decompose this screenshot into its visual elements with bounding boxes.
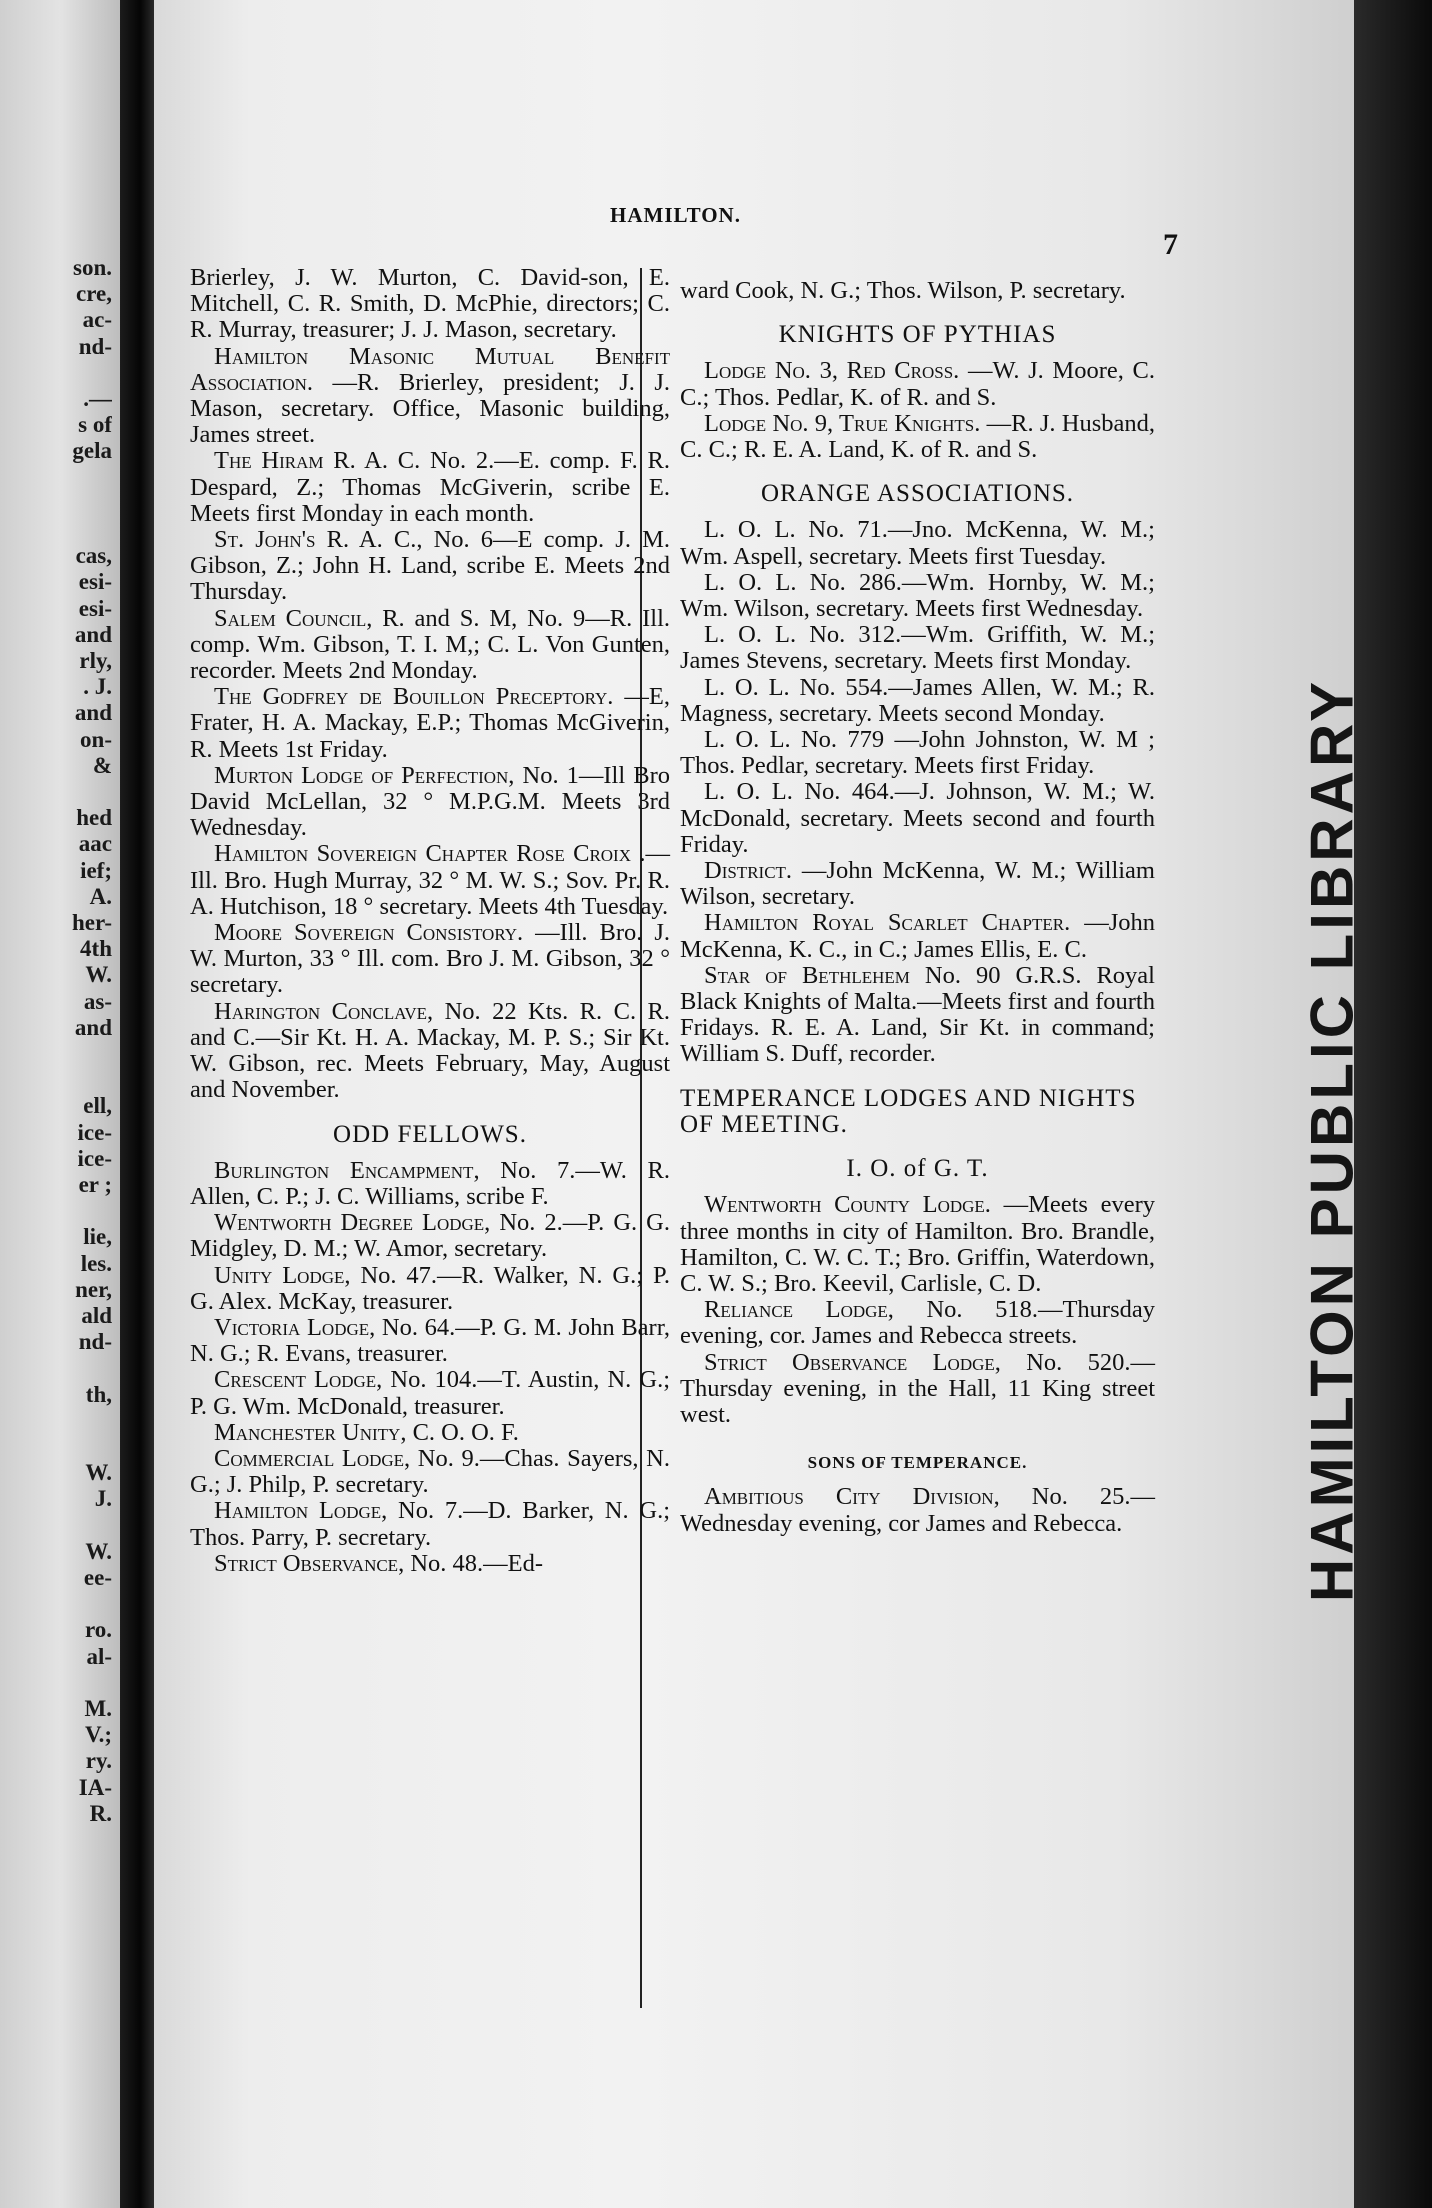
- adjacent-page-fragment: lie,: [83, 1224, 112, 1250]
- adjacent-page-fragment: ry.: [85, 1748, 112, 1774]
- entry-text: —John McKenna, W. M.; William Wilson, secretary.: [680, 857, 1155, 911]
- directory-entry: [680, 779, 1155, 858]
- sons-heading: SONS OF TEMPERANCE.: [807, 1453, 1028, 1473]
- entry-text: No. 22 Kts. R. C. R. and C.—Sir Kt. H. A. Mackay, M. P. S.; Sir Kt. W. Gibson, rec. Meets February, May, August and November.: [190, 997, 670, 1104]
- odd-fellows-entries: [190, 1158, 670, 1577]
- directory-entry: [680, 858, 1155, 910]
- directory-entry: [680, 1297, 1155, 1349]
- pythias-heading: KNIGHTS OF PYTHIAS: [778, 321, 1057, 349]
- temperance-heading: TEMPERANCE LODGES AND NIGHTS OF MEETING.: [680, 1084, 1137, 1138]
- entry-text: No. 7.—D. Barker, N. G.; Thos. Parry, P. secretary.: [190, 1497, 671, 1551]
- entry-lead: Ambitious City Division,: [704, 1483, 1000, 1511]
- entry-lead: Star of Bethlehem: [704, 961, 910, 989]
- adjacent-page-fragment: IA-: [78, 1774, 112, 1800]
- directory-entry: [680, 1484, 1155, 1536]
- directory-entry: [190, 1551, 670, 1577]
- right-column: [680, 278, 1155, 1537]
- entry-lead: Wentworth County Lodge.: [704, 1191, 991, 1219]
- entry-text: No. 1—Ill Bro David McLellan, 32 ° M.P.G.M. Meets 3rd Wednesday.: [190, 761, 670, 842]
- entry-lead: Wentworth Degree Lodge,: [214, 1209, 491, 1237]
- entry-text: —E, Frater, H. A. Mackay, E.P.; Thomas McGiverin, R. Meets 1st Friday.: [190, 683, 670, 763]
- entry-text: —Meets every three months in city of Hamilton. Bro. Brandle, Hamilton, C. W. C. T.; Bro. Griffin, Waterdown, C. W. S.; Bro. Keevil, Carlisle, C. D.: [680, 1191, 1155, 1297]
- entry-text: R. and S. M, No. 9—R. Ill. comp. Wm. Gibson, T. I. M,; C. L. Von Gunten, recorder. Meets 2nd Monday.: [190, 604, 671, 685]
- directory-entry: [190, 448, 670, 527]
- sons-entries: [680, 1484, 1155, 1536]
- entry-lead: Hamilton Masonic Mutual Benefit Association.: [190, 342, 670, 396]
- entry-lead: Strict Observance,: [214, 1549, 405, 1577]
- entry-text: No. 2.—P. G. G. Midgley, D. M.; W. Amor, secretary.: [190, 1209, 670, 1263]
- adjacent-page-fragment: ald: [81, 1303, 112, 1328]
- adjacent-page-fragment: s of: [78, 412, 112, 438]
- directory-entry: [190, 265, 670, 344]
- directory-entry: [190, 344, 670, 449]
- adjacent-page-fragment: M.: [84, 1696, 112, 1721]
- directory-entry: [190, 999, 670, 1104]
- directory-entry: [190, 1446, 670, 1498]
- adjacent-page-fragment: .—: [83, 386, 112, 411]
- adjacent-page-fragment: J.: [94, 1486, 112, 1512]
- adjacent-page-fragment: nd-: [78, 333, 112, 359]
- adjacent-page-fragment: ell,: [83, 1093, 112, 1119]
- entry-text: No. 9.—Chas. Sayers, N. G.; J. Philp, P. secretary.: [190, 1444, 670, 1499]
- adjacent-page-fragment: W.: [85, 1538, 112, 1564]
- book-gutter: [120, 0, 154, 2208]
- adjacent-page-fragment: her-: [71, 910, 112, 935]
- adjacent-page-fragment: gela: [72, 438, 112, 464]
- directory-entry: [680, 622, 1155, 674]
- adjacent-page-fragment: and: [74, 621, 112, 647]
- adjacent-page-fragment: esi-: [78, 595, 112, 621]
- entry-lead: Hamilton Sovereign Chapter Rose Croix: [214, 840, 631, 868]
- entry-text: R. A. C., No. 6—E comp. J. M. Gibson, Z.; John H. Land, scribe E. Meets 2nd Thursday.: [190, 526, 671, 606]
- entry-lead: District.: [704, 857, 793, 885]
- adjacent-page-edge: [0, 0, 120, 2208]
- adjacent-page-fragment: th,: [85, 1381, 112, 1407]
- directory-entry: [190, 1420, 670, 1446]
- entry-text: C. O. O. F.: [412, 1418, 519, 1446]
- temperance-entries: [680, 1192, 1155, 1428]
- adjacent-page-fragment: R.: [89, 1800, 112, 1826]
- directory-entry: [680, 963, 1155, 1068]
- adjacent-page-fragment: &: [92, 752, 112, 778]
- entry-lead: St. John's: [214, 526, 316, 554]
- entry-lead: Strict Observance Lodge,: [704, 1348, 1001, 1376]
- entry-text: R. A. C. No. 2.—E. comp. F. R. Despard, Z.; Thomas McGiverin, scribe E. Meets first Monday in each month.: [190, 447, 670, 527]
- adjacent-page-fragment: er ;: [78, 1172, 112, 1197]
- iogt-heading: I. O. of G. T.: [846, 1155, 989, 1183]
- directory-entry: [680, 1350, 1155, 1429]
- entry-lead: The Godfrey de Bouillon Preceptory.: [214, 683, 614, 711]
- entry-text: L. O. L. No. 286.—Wm. Hornby, W. M.; Wm. Wilson, secretary. Meets first Wednesday.: [680, 568, 1155, 623]
- directory-entry: [680, 910, 1155, 962]
- adjacent-page-fragment: ac-: [82, 307, 112, 333]
- entry-lead: Murton Lodge of Perfection,: [214, 761, 515, 789]
- entry-lead: Hamilton Royal Scarlet Chapter.: [704, 909, 1071, 937]
- entry-lead: Lodge No. 3, Red Cross.: [704, 357, 960, 385]
- adjacent-page-fragment: ief;: [80, 857, 112, 883]
- library-stamp-text: HAMILTON PUBLIC LIBRARY: [1298, 677, 1366, 1603]
- masonic-entries: [190, 265, 670, 1104]
- adjacent-page-fragment: les.: [80, 1250, 112, 1276]
- entry-lead: Commercial Lodge,: [214, 1444, 411, 1472]
- directory-entry: [190, 1315, 670, 1367]
- entry-text: No. 104.—T. Austin, N. G.; P. G. Wm. McDonald, treasurer.: [190, 1366, 670, 1420]
- adjacent-page-fragment: A.: [89, 883, 112, 909]
- adjacent-page-fragment: . J.: [83, 674, 112, 700]
- entry-text: No. 47.—R. Walker, N. G.; P. G. Alex. McKay, treasurer.: [190, 1261, 670, 1315]
- entry-lead: Hamilton Lodge,: [214, 1497, 388, 1525]
- adjacent-page-fragment: al-: [86, 1643, 112, 1669]
- directory-entry: [190, 606, 670, 685]
- entry-text: No. 64.—P. G. M. John Barr, N. G.; R. Evans, treasurer.: [190, 1313, 670, 1368]
- entry-text: —R. J. Husband, C. C.; R. E. A. Land, K. of R. and S.: [680, 409, 1155, 464]
- adjacent-page-fragment: on-: [80, 726, 112, 752]
- entry-text: .—Ill. Bro. Hugh Murray, 32 ° M. W. S.; Sov. Pr. R. A. Hutchison, 18 ° secretary. Meets 4th Tuesday.: [190, 840, 670, 920]
- adjacent-page-fragment: aac: [78, 831, 112, 857]
- entry-lead: Moore Sovereign Consistory.: [214, 919, 524, 947]
- directory-entry: [680, 675, 1155, 727]
- directory-entry: [190, 1367, 670, 1419]
- entry-text: No. 520.—Thursday evening, in the Hall, 11 King street west.: [680, 1348, 1156, 1428]
- entry-lead: The Hiram: [214, 447, 324, 475]
- entry-text: No. 7.—W. R. Allen, C. P.; J. C. Williams, scribe F.: [190, 1156, 670, 1210]
- entry-text: Brierley, J. W. Murton, C. David-son, E. Mitchell, C. R. Smith, D. McPhie, directors; C. R. Murray, treasurer; J. J. Mason, secretary.: [190, 264, 670, 344]
- entry-text: No. 518.—Thursday evening, cor. James and Rebecca streets.: [680, 1296, 1155, 1350]
- directory-entry: [680, 570, 1155, 622]
- directory-entry: [680, 411, 1155, 463]
- entry-text: L. O. L. No. 71.—Jno. McKenna, W. M.; Wm. Aspell, secretary. Meets first Tuesday.: [680, 516, 1155, 570]
- adjacent-page-fragment: and: [74, 1014, 112, 1040]
- adjacent-page-fragment: cre,: [76, 281, 112, 307]
- adjacent-page-fragment: V.;: [84, 1722, 112, 1748]
- entry-lead: Salem Council,: [214, 604, 373, 632]
- directory-entry: [680, 727, 1155, 779]
- directory-entry: [190, 1263, 670, 1315]
- adjacent-page-fragment: ee-: [83, 1565, 112, 1590]
- adjacent-page-fragment: as-: [83, 988, 112, 1014]
- pythias-entries: [680, 358, 1155, 463]
- adjacent-page-fragment: esi-: [78, 569, 112, 595]
- directory-entry: [190, 841, 670, 920]
- entry-text: —John McKenna, K. C., in C.; James Ellis, E. C.: [680, 909, 1155, 963]
- adjacent-page-fragment: son.: [73, 255, 112, 280]
- adjacent-page-fragment: and: [74, 700, 112, 726]
- entry-text: —R. Brierley, president; J. J. Mason, secretary. Office, Masonic building, James street.: [190, 368, 671, 449]
- library-stamp: [1252, 560, 1412, 1720]
- adjacent-page-fragment: hed: [76, 805, 112, 831]
- directory-entry: [680, 1192, 1155, 1297]
- entry-lead: Burlington Encampment,: [214, 1156, 480, 1184]
- adjacent-page-fragment: ner,: [75, 1276, 112, 1302]
- adjacent-page-fragment: W.: [85, 1460, 112, 1486]
- entry-lead: Reliance Lodge,: [704, 1296, 894, 1324]
- entry-lead: Crescent Lodge,: [214, 1366, 383, 1394]
- directory-entry: [190, 527, 670, 606]
- entry-text: L. O. L. No. 464.—J. Johnson, W. M.; W. McDonald, secretary. Meets second and fourth Friday.: [680, 778, 1155, 858]
- entry-lead: Victoria Lodge,: [214, 1313, 376, 1341]
- left-column: [190, 265, 670, 1577]
- adjacent-page-fragment: W.: [85, 962, 112, 988]
- directory-entry: [190, 1498, 670, 1550]
- adjacent-page-fragment: ro.: [84, 1617, 112, 1643]
- entry-lead: Manchester Unity,: [214, 1418, 407, 1446]
- adjacent-page-fragment: nd-: [78, 1329, 112, 1355]
- directory-entry: [190, 920, 670, 999]
- directory-entry: [190, 1210, 670, 1262]
- directory-entry: [190, 763, 670, 842]
- entry-text: —W. J. Moore, C. C.; Thos. Pedlar, K. of R. and S.: [680, 357, 1155, 411]
- adjacent-page-fragment: 4th: [80, 936, 112, 962]
- entry-lead: Lodge No. 9, True Knights.: [704, 409, 981, 437]
- adjacent-page-fragment: ice-: [77, 1145, 112, 1171]
- directory-entry: [680, 517, 1155, 569]
- entry-lead: Harington Conclave,: [214, 997, 434, 1025]
- odd-fellows-heading: ODD FELLOWS.: [333, 1120, 527, 1148]
- entry-text: No. 25.—Wednesday evening, cor James and Rebecca.: [680, 1483, 1155, 1537]
- orange-entries: [680, 517, 1155, 1067]
- entry-lead: Unity Lodge,: [214, 1261, 351, 1289]
- entry-text: L. O. L. No. 554.—James Allen, W. M.; R. Magness, secretary. Meets second Monday.: [680, 673, 1155, 727]
- directory-entry: [190, 684, 670, 763]
- page-number: 7: [1163, 228, 1178, 261]
- adjacent-page-fragment: ice-: [77, 1119, 112, 1145]
- entry-text: —Ill. Bro. J. W. Murton, 33 ° Ill. com. Bro J. M. Gibson, 32 ° secretary.: [190, 919, 671, 999]
- running-head: HAMILTON.: [610, 203, 741, 227]
- directory-entry: [680, 358, 1155, 410]
- entry-text: L. O. L. No. 779 —John Johnston, W. M ; Thos. Pedlar, secretary. Meets first Friday.: [680, 726, 1155, 780]
- continued-entry: ward Cook, N. G.; Thos. Wilson, P. secretary.: [680, 277, 1126, 304]
- entry-text: No. 48.—Ed-: [410, 1549, 544, 1577]
- entry-text: No. 90 G.R.S. Royal Black Knights of Malta.—Meets first and fourth Fridays. R. E. A. Land, Sir Kt. in command; William S. Duff, recorder.: [680, 961, 1155, 1068]
- orange-heading: ORANGE ASSOCIATIONS.: [760, 480, 1075, 508]
- entry-text: L. O. L. No. 312.—Wm. Griffith, W. M.; James Stevens, secretary. Meets first Monday.: [680, 621, 1155, 675]
- directory-entry: [190, 1158, 670, 1210]
- adjacent-page-fragment: rly,: [79, 648, 112, 673]
- adjacent-page-fragment: cas,: [75, 543, 112, 569]
